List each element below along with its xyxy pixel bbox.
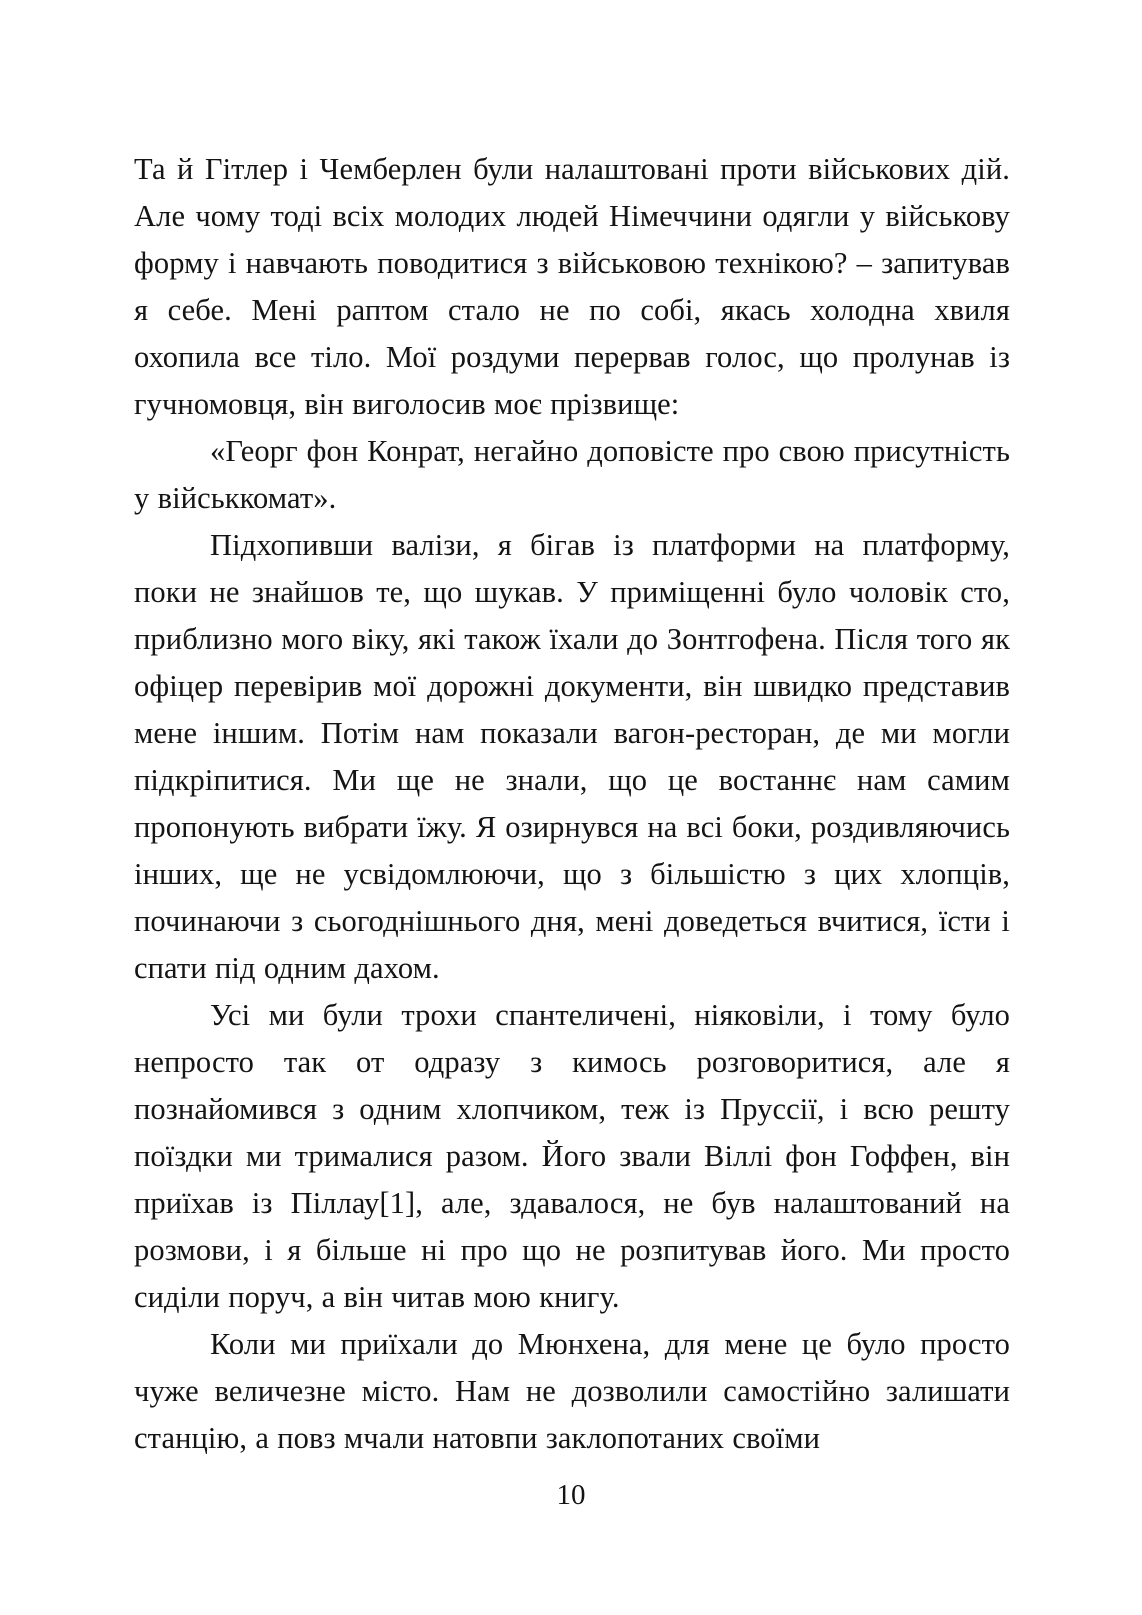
paragraph-2-quotation: «Георг фон Конрат, негайно доповісте про свою присутність у військкомат». bbox=[134, 434, 1010, 515]
paragraph-3: Підхопивши валізи, я бігав із платформи на платформу, поки не знайшов те, що шукав. У приміщенні було чоловік сто, приблизно мого віку, які також їхали до Зонтгофена. Після того як офіцер перевірив мої дорожні документи, він швидко представив мене іншим. Потім нам показали вагон-ресторан, де ми могли підкріпитися. Ми ще не знали, що це востаннє нам самим пропонують вибрати їжу. Я озирнувся на всі боки, роздивляючись інших, ще не усвідомлюючи, що з більшістю з цих хлопців, починаючи з сьогоднішнього дня, мені доведеться вчитися, їсти і спати під одним дахом. bbox=[134, 528, 1010, 985]
page-number: 10 bbox=[556, 1479, 586, 1511]
paragraph-4: Усі ми були трохи спантеличені, ніяковіли, і тому було непросто так от одразу з кимось розговоритися, але я познайомився з одним хлопчиком, теж із Пруссії, і всю решту поїздки ми трималися разом. Його звали Віллі фон Гоффен, він приїхав із Піллау[1], але, здавалося, не був налаштований на розмови, і я більше ні про що не розпитував його. Ми просто сиділи поруч, а він читав мою книгу. bbox=[134, 998, 1010, 1314]
paragraph-1: Та й Гітлер і Чемберлен були налаштовані проти військових дій. Але чому тоді всіх молодих людей Німеччини одягли у військову форму і навчають поводитися з військовою технікою? – запитував я себе. Мені раптом стало не по собі, якась холодна хвиля охопила все тіло. Мої роздуми перервав голос, що пролунав із гучномовця, він виголосив моє прізвище: bbox=[134, 152, 1010, 421]
paragraph-5: Коли ми приїхали до Мюнхена, для мене це було просто чуже величезне місто. Нам не дозволили самостійно залишати станцію, а повз мчали натовпи заклопотаних своїми bbox=[134, 1327, 1010, 1455]
page-text-block bbox=[134, 146, 1010, 1462]
